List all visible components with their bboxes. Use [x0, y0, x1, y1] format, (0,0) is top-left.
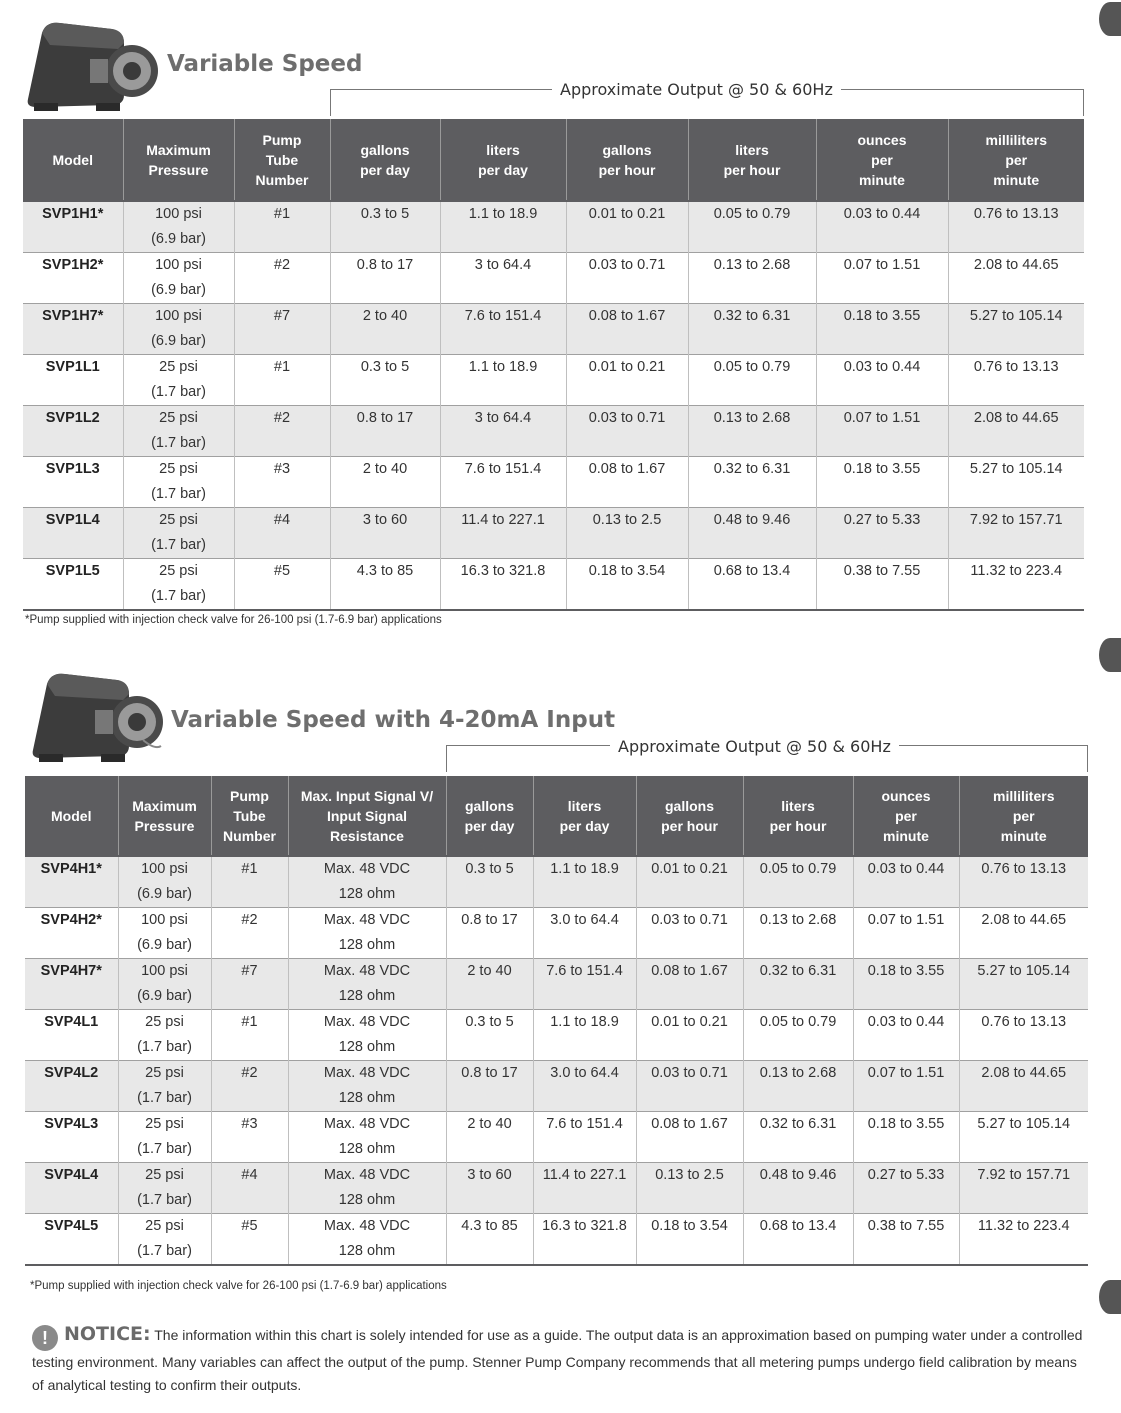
cell-line: 25 psi — [159, 461, 198, 477]
table-cell-model: SVP4L4 — [25, 1163, 118, 1214]
table-cell-opm: 0.07 to 1.51 — [853, 908, 959, 959]
table-cell-model: SVP4L5 — [25, 1214, 118, 1266]
cell-line: Max. 48 VDC — [323, 861, 411, 877]
table-cell-model: SVP4H1* — [25, 856, 118, 908]
cell-line: 128 ohm — [338, 1141, 396, 1157]
notice-text: The information within this chart is solely intended for use as a guide. The output data is an approximation based on pumping water under a controlled testing environment. Many variables can affect the output of the pump. Stenner Pump Company recommends that all metering pumps undergo field calibration by means of analytical testing to confirm their outputs. — [32, 1327, 1083, 1393]
cell-line: 100 psi — [155, 257, 202, 273]
table-cell-opm: 0.07 to 1.51 — [816, 253, 948, 304]
table-cell-signal — [288, 1112, 446, 1163]
table-cell-gph: 0.13 to 2.5 — [566, 508, 688, 559]
column-header — [853, 776, 959, 856]
table-cell-mlpm: 5.27 to 105.14 — [948, 304, 1084, 355]
table-cell-gpd: 0.8 to 17 — [330, 406, 440, 457]
cell-line: (1.7 bar) — [137, 1039, 192, 1055]
table-cell-opm: 0.38 to 7.55 — [853, 1214, 959, 1266]
table-row — [23, 508, 1084, 559]
notice — [32, 1323, 1087, 1397]
column-header — [440, 119, 566, 201]
table-cell-lph: 0.32 to 6.31 — [743, 1112, 853, 1163]
column-header-line: per hour — [769, 817, 827, 834]
table-cell-mlpm: 0.76 to 13.13 — [959, 856, 1088, 908]
table-cell-mlpm: 7.92 to 157.71 — [959, 1163, 1088, 1214]
warning-icon: ! — [32, 1325, 58, 1351]
cell-line: Max. 48 VDC — [323, 1218, 411, 1234]
table-row — [23, 253, 1084, 304]
table-row — [25, 856, 1088, 908]
cell-line: 25 psi — [145, 1065, 184, 1081]
table-row — [23, 457, 1084, 508]
cell-line: Max. 48 VDC — [323, 963, 411, 979]
table-cell-lph: 0.48 to 9.46 — [688, 508, 816, 559]
table-cell-lph: 0.68 to 13.4 — [743, 1214, 853, 1266]
column-header-line: liters — [567, 797, 602, 814]
table-cell-lpd: 11.4 to 227.1 — [440, 508, 566, 559]
table-row — [25, 1010, 1088, 1061]
column-header-line: minute — [1000, 827, 1047, 844]
table-cell-gpd: 0.8 to 17 — [446, 1061, 533, 1112]
table-cell-model: SVP1L1 — [23, 355, 123, 406]
column-header-line: minute — [883, 827, 929, 844]
table-cell-mlpm: 2.08 to 44.65 — [959, 908, 1088, 959]
table-cell-gph: 0.01 to 0.21 — [566, 201, 688, 253]
table-cell-tube: #5 — [211, 1214, 288, 1266]
cell-line: 25 psi — [145, 1116, 184, 1132]
table-cell-gph: 0.03 to 0.71 — [566, 406, 688, 457]
table-cell-gpd: 2 to 40 — [446, 1112, 533, 1163]
cell-line: Max. 48 VDC — [323, 912, 411, 928]
column-header-line: per hour — [723, 161, 781, 178]
table-cell-gpd: 4.3 to 85 — [330, 559, 440, 611]
column-header-line: gallons — [664, 797, 714, 814]
table-cell-lpd: 3.0 to 64.4 — [533, 1061, 636, 1112]
table-cell-signal — [288, 1214, 446, 1266]
table-cell-gpd: 3 to 60 — [446, 1163, 533, 1214]
cell-line: 100 psi — [141, 963, 188, 979]
cell-line: 25 psi — [145, 1218, 184, 1234]
table-cell-opm: 0.03 to 0.44 — [853, 1010, 959, 1061]
column-header-line: per — [1005, 151, 1028, 168]
column-header-line: ounces — [881, 787, 931, 804]
table-cell-gpd: 2 to 40 — [330, 457, 440, 508]
column-header-line: gallons — [360, 141, 410, 158]
table-cell-mlpm: 5.27 to 105.14 — [959, 1112, 1088, 1163]
column-header-line: milliliters — [993, 787, 1055, 804]
column-header-line: Pump — [230, 787, 269, 804]
table-cell-lpd: 1.1 to 18.9 — [533, 856, 636, 908]
column-header — [234, 119, 330, 201]
table-cell-gpd: 0.3 to 5 — [446, 1010, 533, 1061]
table-cell-pressure — [123, 406, 234, 457]
table-cell-lph: 0.32 to 6.31 — [688, 304, 816, 355]
column-header — [566, 119, 688, 201]
cell-line: (1.7 bar) — [151, 588, 206, 604]
cell-line: Max. 48 VDC — [323, 1116, 411, 1132]
table-cell-mlpm: 5.27 to 105.14 — [959, 959, 1088, 1010]
page-edge-mark — [1099, 1280, 1121, 1314]
column-header-line: Number — [223, 827, 276, 844]
table-cell-gpd: 0.8 to 17 — [446, 908, 533, 959]
table-cell-tube: #7 — [234, 304, 330, 355]
cell-line: (1.7 bar) — [137, 1243, 192, 1259]
table-cell-tube: #2 — [234, 253, 330, 304]
table-cell-opm: 0.38 to 7.55 — [816, 559, 948, 611]
column-header — [446, 776, 533, 856]
cell-line: 25 psi — [159, 512, 198, 528]
column-header — [23, 119, 123, 201]
column-header-line: Input Signal — [326, 807, 408, 824]
table-cell-mlpm: 7.92 to 157.71 — [948, 508, 1084, 559]
table-cell-mlpm: 0.76 to 13.13 — [948, 355, 1084, 406]
page-edge-mark — [1099, 638, 1121, 672]
table-cell-pressure — [118, 1163, 211, 1214]
table-cell-signal — [288, 908, 446, 959]
table-cell-lpd: 3 to 64.4 — [440, 253, 566, 304]
table-cell-lph: 0.05 to 0.79 — [688, 355, 816, 406]
table-cell-lph: 0.13 to 2.68 — [688, 253, 816, 304]
cell-line: Max. 48 VDC — [323, 1167, 411, 1183]
table-cell-gpd: 4.3 to 85 — [446, 1214, 533, 1266]
table-cell-mlpm: 11.32 to 223.4 — [959, 1214, 1088, 1266]
table-cell-model: SVP4L3 — [25, 1112, 118, 1163]
cell-line: 128 ohm — [338, 1039, 396, 1055]
column-header — [288, 776, 446, 856]
table-cell-gpd: 0.8 to 17 — [330, 253, 440, 304]
table-cell-lph: 0.13 to 2.68 — [743, 908, 853, 959]
column-header — [123, 119, 234, 201]
table-cell-signal — [288, 1061, 446, 1112]
table-cell-lph: 0.48 to 9.46 — [743, 1163, 853, 1214]
cell-line: (1.7 bar) — [151, 537, 206, 553]
table-cell-tube: #7 — [211, 959, 288, 1010]
table-row — [25, 1163, 1088, 1214]
pump-image — [20, 15, 160, 115]
table-row — [25, 1061, 1088, 1112]
footnote: *Pump supplied with injection check valve for 26-100 psi (1.7-6.9 bar) applications — [25, 614, 442, 626]
table-row — [25, 908, 1088, 959]
page-edge-mark — [1099, 2, 1121, 36]
table-cell-tube: #2 — [211, 908, 288, 959]
cell-line: 100 psi — [155, 206, 202, 222]
table-cell-opm: 0.03 to 0.44 — [816, 201, 948, 253]
column-header-line: per day — [559, 817, 610, 834]
table-cell-gph: 0.03 to 0.71 — [636, 908, 743, 959]
table-cell-lpd: 3.0 to 64.4 — [533, 908, 636, 959]
table-cell-lpd: 1.1 to 18.9 — [440, 201, 566, 253]
column-header-line: Model — [52, 151, 93, 168]
cell-line: 128 ohm — [338, 1192, 396, 1208]
table-cell-model: SVP4H7* — [25, 959, 118, 1010]
column-header-line: Tube — [233, 807, 266, 824]
table-cell-lph: 0.32 to 6.31 — [688, 457, 816, 508]
table-cell-model: SVP1L3 — [23, 457, 123, 508]
cell-line: (6.9 bar) — [137, 988, 192, 1004]
table-cell-lpd: 1.1 to 18.9 — [440, 355, 566, 406]
cell-line: (1.7 bar) — [151, 435, 206, 451]
column-header-line: milliliters — [985, 131, 1047, 148]
table-cell-pressure — [118, 856, 211, 908]
table-cell-lph: 0.05 to 0.79 — [688, 201, 816, 253]
table-cell-tube: #1 — [211, 1010, 288, 1061]
column-header — [959, 776, 1088, 856]
column-header-line: ounces — [857, 131, 907, 148]
cell-line: (6.9 bar) — [151, 333, 206, 349]
table-cell-signal — [288, 959, 446, 1010]
table-cell-lpd: 3 to 64.4 — [440, 406, 566, 457]
table-cell-lph: 0.05 to 0.79 — [743, 1010, 853, 1061]
column-header-line: Pump — [262, 131, 302, 148]
table-cell-model: SVP1L2 — [23, 406, 123, 457]
table-cell-mlpm: 0.76 to 13.13 — [959, 1010, 1088, 1061]
cell-line: (6.9 bar) — [151, 231, 206, 247]
table-cell-opm: 0.03 to 0.44 — [816, 355, 948, 406]
column-header — [948, 119, 1084, 201]
table-cell-tube: #2 — [234, 406, 330, 457]
column-header-line: Resistance — [330, 827, 404, 844]
cell-line: 128 ohm — [338, 1243, 396, 1259]
column-header — [533, 776, 636, 856]
column-header — [211, 776, 288, 856]
table-cell-model: SVP4H2* — [25, 908, 118, 959]
variable-speed-table — [23, 119, 1084, 611]
table-cell-opm: 0.27 to 5.33 — [816, 508, 948, 559]
table-cell-model: SVP4L2 — [25, 1061, 118, 1112]
column-header-line: gallons — [602, 141, 652, 158]
table-cell-gpd: 2 to 40 — [330, 304, 440, 355]
table-cell-gph: 0.01 to 0.21 — [636, 856, 743, 908]
column-header-line: per — [871, 151, 893, 168]
table-cell-pressure — [123, 355, 234, 406]
table-cell-pressure — [123, 457, 234, 508]
table-cell-tube: #1 — [234, 355, 330, 406]
cell-line: (1.7 bar) — [137, 1192, 192, 1208]
table-cell-signal — [288, 1010, 446, 1061]
table-row — [23, 406, 1084, 457]
table-cell-model: SVP1H7* — [23, 304, 123, 355]
table-cell-gph: 0.18 to 3.54 — [566, 559, 688, 611]
cell-line: (6.9 bar) — [137, 886, 192, 902]
table-cell-lpd: 7.6 to 151.4 — [440, 304, 566, 355]
cell-line: (1.7 bar) — [151, 486, 206, 502]
table-cell-pressure — [118, 1112, 211, 1163]
table-cell-pressure — [118, 1214, 211, 1266]
table-cell-gph: 0.01 to 0.21 — [636, 1010, 743, 1061]
table-cell-opm: 0.07 to 1.51 — [816, 406, 948, 457]
output-bracket-label: Approximate Output @ 50 & 60Hz — [610, 737, 899, 756]
column-header-line: Number — [255, 171, 309, 188]
table-cell-gpd: 0.3 to 5 — [330, 355, 440, 406]
column-header-line: Maximum — [132, 797, 197, 814]
cell-line: (6.9 bar) — [137, 937, 192, 953]
column-header-line: per day — [464, 817, 515, 834]
table-cell-gph: 0.01 to 0.21 — [566, 355, 688, 406]
table-cell-gph: 0.08 to 1.67 — [636, 1112, 743, 1163]
table-cell-lpd: 16.3 to 321.8 — [533, 1214, 636, 1266]
column-header — [25, 776, 118, 856]
table-cell-mlpm: 2.08 to 44.65 — [959, 1061, 1088, 1112]
cell-line: 128 ohm — [338, 1090, 396, 1106]
table-cell-lph: 0.13 to 2.68 — [688, 406, 816, 457]
column-header-line: Pressure — [134, 817, 195, 834]
cell-line: Max. 48 VDC — [323, 1065, 411, 1081]
table-cell-gpd: 0.3 to 5 — [330, 201, 440, 253]
notice-title: NOTICE: — [64, 1323, 151, 1345]
table-cell-pressure — [123, 201, 234, 253]
table-cell-tube: #4 — [211, 1163, 288, 1214]
table-cell-tube: #1 — [211, 856, 288, 908]
column-header — [688, 119, 816, 201]
table-row — [25, 1112, 1088, 1163]
table-cell-gpd: 3 to 60 — [330, 508, 440, 559]
table-cell-gph: 0.13 to 2.5 — [636, 1163, 743, 1214]
table-cell-opm: 0.27 to 5.33 — [853, 1163, 959, 1214]
table-cell-lpd: 7.6 to 151.4 — [533, 959, 636, 1010]
table-cell-mlpm: 0.76 to 13.13 — [948, 201, 1084, 253]
table-cell-gpd: 0.3 to 5 — [446, 856, 533, 908]
column-header-line: minute — [993, 171, 1040, 188]
table-cell-pressure — [123, 508, 234, 559]
table-cell-lpd: 1.1 to 18.9 — [533, 1010, 636, 1061]
column-header-line: Tube — [265, 151, 299, 168]
column-header-line: liters — [735, 141, 769, 158]
table-cell-tube: #3 — [234, 457, 330, 508]
column-header-line: liters — [486, 141, 520, 158]
table-row — [23, 355, 1084, 406]
table-row — [23, 304, 1084, 355]
footnote: *Pump supplied with injection check valve for 26-100 psi (1.7-6.9 bar) applications — [30, 1280, 447, 1292]
table-cell-lph: 0.32 to 6.31 — [743, 959, 853, 1010]
column-header-line: Max. Input Signal V/ — [300, 787, 434, 804]
column-header-line: per — [1012, 807, 1035, 824]
column-header-line: per hour — [598, 161, 656, 178]
pump-image — [25, 666, 165, 766]
table-cell-signal — [288, 1163, 446, 1214]
table-cell-opm: 0.07 to 1.51 — [853, 1061, 959, 1112]
cell-line: 100 psi — [141, 912, 188, 928]
table-cell-model: SVP1H2* — [23, 253, 123, 304]
column-header-line: minute — [859, 171, 905, 188]
table-cell-pressure — [118, 1010, 211, 1061]
table-cell-model: SVP1L5 — [23, 559, 123, 611]
cell-line: 25 psi — [159, 410, 198, 426]
table-row — [25, 1214, 1088, 1266]
table-cell-lph: 0.68 to 13.4 — [688, 559, 816, 611]
cell-line: 25 psi — [159, 563, 198, 579]
table-cell-opm: 0.03 to 0.44 — [853, 856, 959, 908]
cell-line: 25 psi — [145, 1014, 184, 1030]
table-cell-gph: 0.08 to 1.67 — [636, 959, 743, 1010]
cell-line: 100 psi — [155, 308, 202, 324]
table-row — [25, 959, 1088, 1010]
table-cell-opm: 0.18 to 3.55 — [853, 959, 959, 1010]
table-cell-gph: 0.08 to 1.67 — [566, 457, 688, 508]
cell-line: (1.7 bar) — [137, 1141, 192, 1157]
cell-line: Max. 48 VDC — [323, 1014, 411, 1030]
table-cell-gph: 0.08 to 1.67 — [566, 304, 688, 355]
column-header-line: per day — [478, 161, 528, 178]
cell-line: 128 ohm — [338, 886, 396, 902]
column-header — [118, 776, 211, 856]
column-header — [816, 119, 948, 201]
cell-line: (1.7 bar) — [151, 384, 206, 400]
cell-line: 128 ohm — [338, 937, 396, 953]
table-cell-pressure — [123, 304, 234, 355]
table-cell-lpd: 7.6 to 151.4 — [533, 1112, 636, 1163]
column-header-line: Model — [51, 807, 92, 824]
column-header-line: per — [895, 807, 917, 824]
table-cell-pressure — [118, 908, 211, 959]
table-row — [23, 559, 1084, 611]
table-cell-tube: #2 — [211, 1061, 288, 1112]
table-cell-lpd: 7.6 to 151.4 — [440, 457, 566, 508]
table-cell-tube: #5 — [234, 559, 330, 611]
table-cell-gph: 0.03 to 0.71 — [636, 1061, 743, 1112]
table-cell-mlpm: 2.08 to 44.65 — [948, 253, 1084, 304]
table-cell-gph: 0.03 to 0.71 — [566, 253, 688, 304]
table-cell-gpd: 2 to 40 — [446, 959, 533, 1010]
table-cell-model: SVP1H1* — [23, 201, 123, 253]
table-cell-opm: 0.18 to 3.55 — [853, 1112, 959, 1163]
cell-line: 25 psi — [145, 1167, 184, 1183]
table-cell-pressure — [123, 559, 234, 611]
table-cell-tube: #4 — [234, 508, 330, 559]
table-cell-opm: 0.18 to 3.55 — [816, 304, 948, 355]
cell-line: 100 psi — [141, 861, 188, 877]
table-cell-mlpm: 5.27 to 105.14 — [948, 457, 1084, 508]
table-cell-opm: 0.18 to 3.55 — [816, 457, 948, 508]
cell-line: (6.9 bar) — [151, 282, 206, 298]
section2-title: Variable Speed with 4-20mA Input — [171, 707, 616, 733]
cell-line: 128 ohm — [338, 988, 396, 1004]
table-cell-tube: #1 — [234, 201, 330, 253]
column-header — [743, 776, 853, 856]
table-row — [23, 201, 1084, 253]
table-cell-pressure — [123, 253, 234, 304]
column-header — [330, 119, 440, 201]
table-cell-model: SVP1L4 — [23, 508, 123, 559]
table-cell-lph: 0.13 to 2.68 — [743, 1061, 853, 1112]
table-cell-mlpm: 2.08 to 44.65 — [948, 406, 1084, 457]
column-header-line: Pressure — [148, 161, 209, 178]
table-cell-lpd: 16.3 to 321.8 — [440, 559, 566, 611]
table-cell-model: SVP4L1 — [25, 1010, 118, 1061]
table-cell-mlpm: 11.32 to 223.4 — [948, 559, 1084, 611]
table-cell-pressure — [118, 1061, 211, 1112]
variable-speed-4-20ma-table — [25, 776, 1088, 1266]
table-cell-lph: 0.05 to 0.79 — [743, 856, 853, 908]
cell-line: (1.7 bar) — [137, 1090, 192, 1106]
column-header-line: Maximum — [146, 141, 211, 158]
cell-line: 25 psi — [159, 359, 198, 375]
column-header-line: liters — [781, 797, 815, 814]
table-cell-gph: 0.18 to 3.54 — [636, 1214, 743, 1266]
column-header-line: per hour — [661, 817, 718, 834]
table-cell-lpd: 11.4 to 227.1 — [533, 1163, 636, 1214]
output-bracket-label: Approximate Output @ 50 & 60Hz — [552, 80, 841, 99]
column-header-line: per day — [360, 161, 410, 178]
section1-title: Variable Speed — [167, 51, 363, 77]
column-header-line: gallons — [464, 797, 514, 814]
table-cell-signal — [288, 856, 446, 908]
table-cell-tube: #3 — [211, 1112, 288, 1163]
table-cell-pressure — [118, 959, 211, 1010]
column-header — [636, 776, 743, 856]
